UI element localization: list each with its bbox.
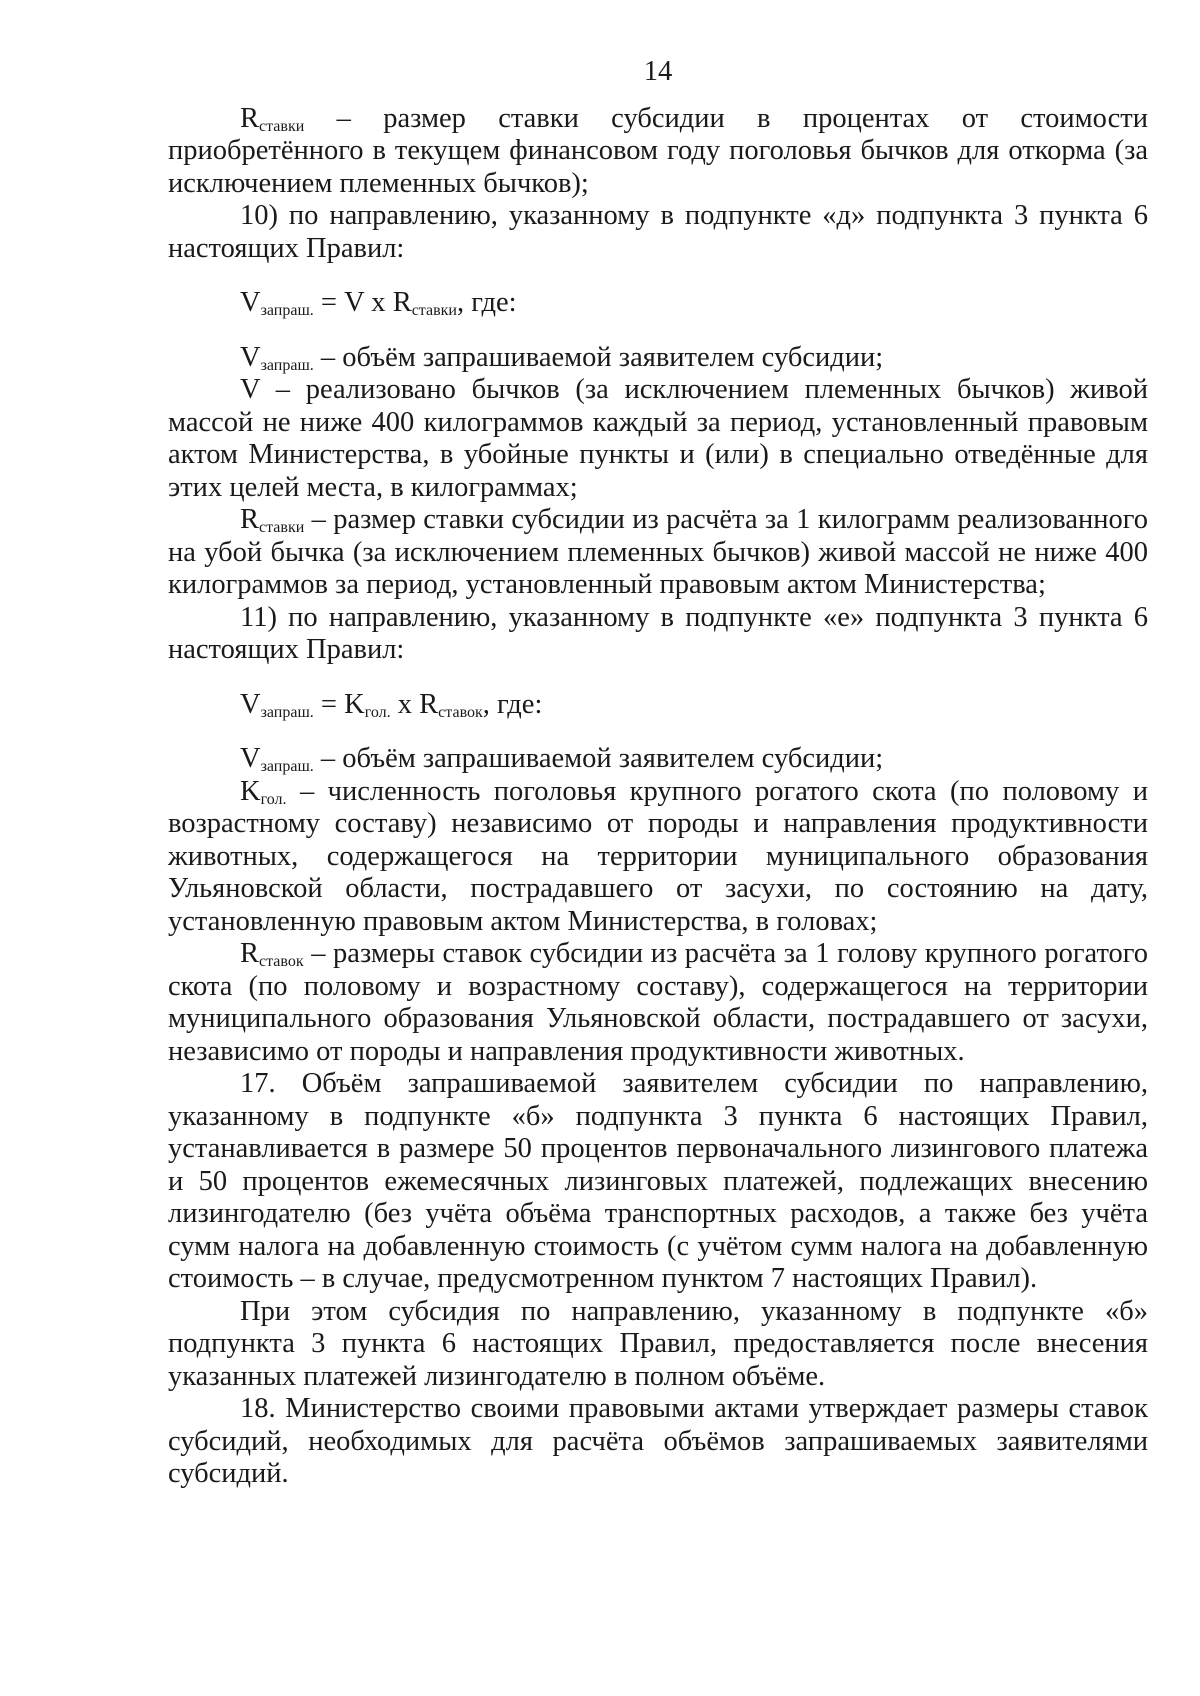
paragraph-item-10: 10) по направлению, указанному в подпункте «д» подпункта 3 пункта 6 настоящих Правил: [168,200,1148,264]
paragraph-v-zaprash-def-2: $V_{запраш.}$ – объём запрашиваемой заявителем субсидии; [240,743,884,775]
paragraph-r-stavki-def: $R_{ставки}$ – размер ставки субсидии в процентах от стоимости приобретённого в текущем финансовом году поголовья бычков для откорма (за исключением племенных бычков); [168,102,1148,199]
page-number: 14 [643,56,673,87]
paragraph-k-gol-def: $K_{гол.}$ – численность поголовья крупного рогатого скота (по половому и возрастному составу) независимо от породы и направления продуктивности животных, содержащегося на территории муниципального образования Ульяновской области, пострадавшего от засухи, по состоянию на дату, установленную правовым актом Министерства, в головах; [168,775,1148,937]
paragraph-r-stavki-def-2: $R_{ставки}$ – размер ставки субсидии из расчёта за 1 килограмм реализованного на убой бычка (за исключением племенных бычков) живой массой не ниже 400 килограммов за период, установленный правовым актом Министерства; [168,504,1148,600]
paragraph-item-17-note: При этом субсидия по направлению, указанному в подпункте «б» подпункта 3 пункта 6 настоящих Правил, предоставляется после внесения указанных платежей лизингодателю в полном объёме. [168,1295,1148,1392]
paragraph-v-zaprash-def-1: $V_{запраш.}$ – объём запрашиваемой заявителем субсидии; [240,341,884,374]
paragraph-item-11: 11) по направлению, указанному в подпункте «е» подпункта 3 пункта 6 настоящих Правил: [168,601,1148,665]
formula-1: $V_{запраш.} = V$ x $R_{ставки}$, где: [240,287,517,319]
document-page [168,56,1148,1491]
paragraph-v-def: V – реализовано бычков (за исключением племенных бычков) живой массой не ниже 400 килограммов каждый за период, установленный правовым актом Министерства, в убойные пункты и (или) в специально отведённые для этих целей места, в килограммах; [168,374,1148,503]
paragraph-r-stavok-def: $R_{ставок}$ – размеры ставок субсидии из расчёта за 1 голову крупного рогатого скота (по половому и возрастному составу), содержащегося на территории муниципального образования Ульяновской области, пострадавшего от засухи, независимо от породы и направления продуктивности животных. [168,938,1148,1067]
paragraph-item-17: 17. Объём запрашиваемой заявителем субсидии по направлению, указанному в подпункте «б» подпункта 3 пункта 6 настоящих Правил, устанавливается в размере 50 процентов первоначального лизингового платежа и 50 процентов ежемесячных лизинговых платежей, подлежащих внесению лизингодателю (без учёта объёма транспортных расходов, а также без учёта сумм налога на добавленную стоимость (с учётом сумм налога на добавленную стоимость – в случае, предусмотренном пунктом 7 настоящих Правил). [168,1068,1148,1294]
formula-2: $V_{запраш.} = K_{гол.}$ x $R_{ставок}$, где: [240,688,543,721]
paragraph-item-18: 18. Министерство своими правовыми актами утверждает размеры ставок субсидий, необходимых для расчёта объёмов запрашиваемых заявителями субсидий. [168,1393,1148,1489]
